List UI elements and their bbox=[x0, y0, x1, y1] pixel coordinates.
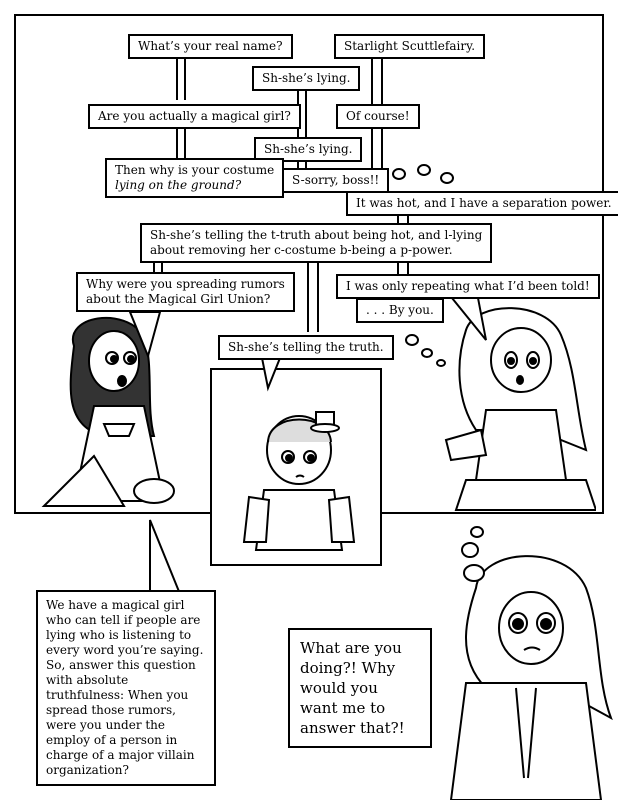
bubble-repeating: I was only repeating what I’d been told! bbox=[336, 274, 600, 299]
italic-text: lying on the ground? bbox=[115, 178, 242, 192]
bubble-costume-question-line2 bbox=[115, 178, 274, 193]
bubble-by-you: . . . By you. bbox=[356, 298, 444, 323]
bubble-magical-girl-answer: Of course! bbox=[336, 104, 420, 129]
bubble-rumors-question-line1: Why were you spreading rumors bbox=[86, 277, 285, 291]
bubble-separation-power: It was hot, and I have a separation power. bbox=[346, 191, 618, 216]
bubble-real-name-question: What’s your real name? bbox=[128, 34, 293, 59]
bubble-magical-girl-question: Are you actually a magical girl? bbox=[88, 104, 301, 129]
bubble-rumors-question-line2: about the Magical Girl Union? bbox=[86, 292, 271, 306]
bubble-costume-question-line1: Then why is your costume bbox=[115, 163, 275, 177]
bubble-telling-truth: Sh-she’s telling the truth. bbox=[218, 335, 394, 360]
bubble-what-are-you-doing: What are you doing?! Why would you want me to answer that?! bbox=[288, 628, 432, 748]
bubble-rumors-question bbox=[76, 272, 295, 312]
bubble-lying-1: Sh-she’s lying. bbox=[252, 66, 360, 91]
bubble-sorry-boss: S-sorry, boss!! bbox=[282, 168, 389, 193]
bubble-costume-question bbox=[105, 158, 284, 198]
bubble-lying-2: Sh-she’s lying. bbox=[254, 137, 362, 162]
bubble-truth-mixed-line1: Sh-she’s telling the t-truth about being hot, and l-lying bbox=[150, 228, 483, 242]
bubble-truth-mixed bbox=[140, 223, 492, 263]
bubble-interrogation: We have a magical girl who can tell if people are lying who is listening to every word you’re saying. So, answer this question with absolute truthfulness: When you spread those rumors, were you under the employ of a person in charge of a major villain organization? bbox=[36, 590, 216, 786]
bubble-truth-mixed-line2: about removing her c-costume b-being a p-power. bbox=[150, 243, 453, 257]
bubble-real-name-answer: Starlight Scuttlefairy. bbox=[334, 34, 485, 59]
small-girl-illustration bbox=[224, 402, 370, 562]
